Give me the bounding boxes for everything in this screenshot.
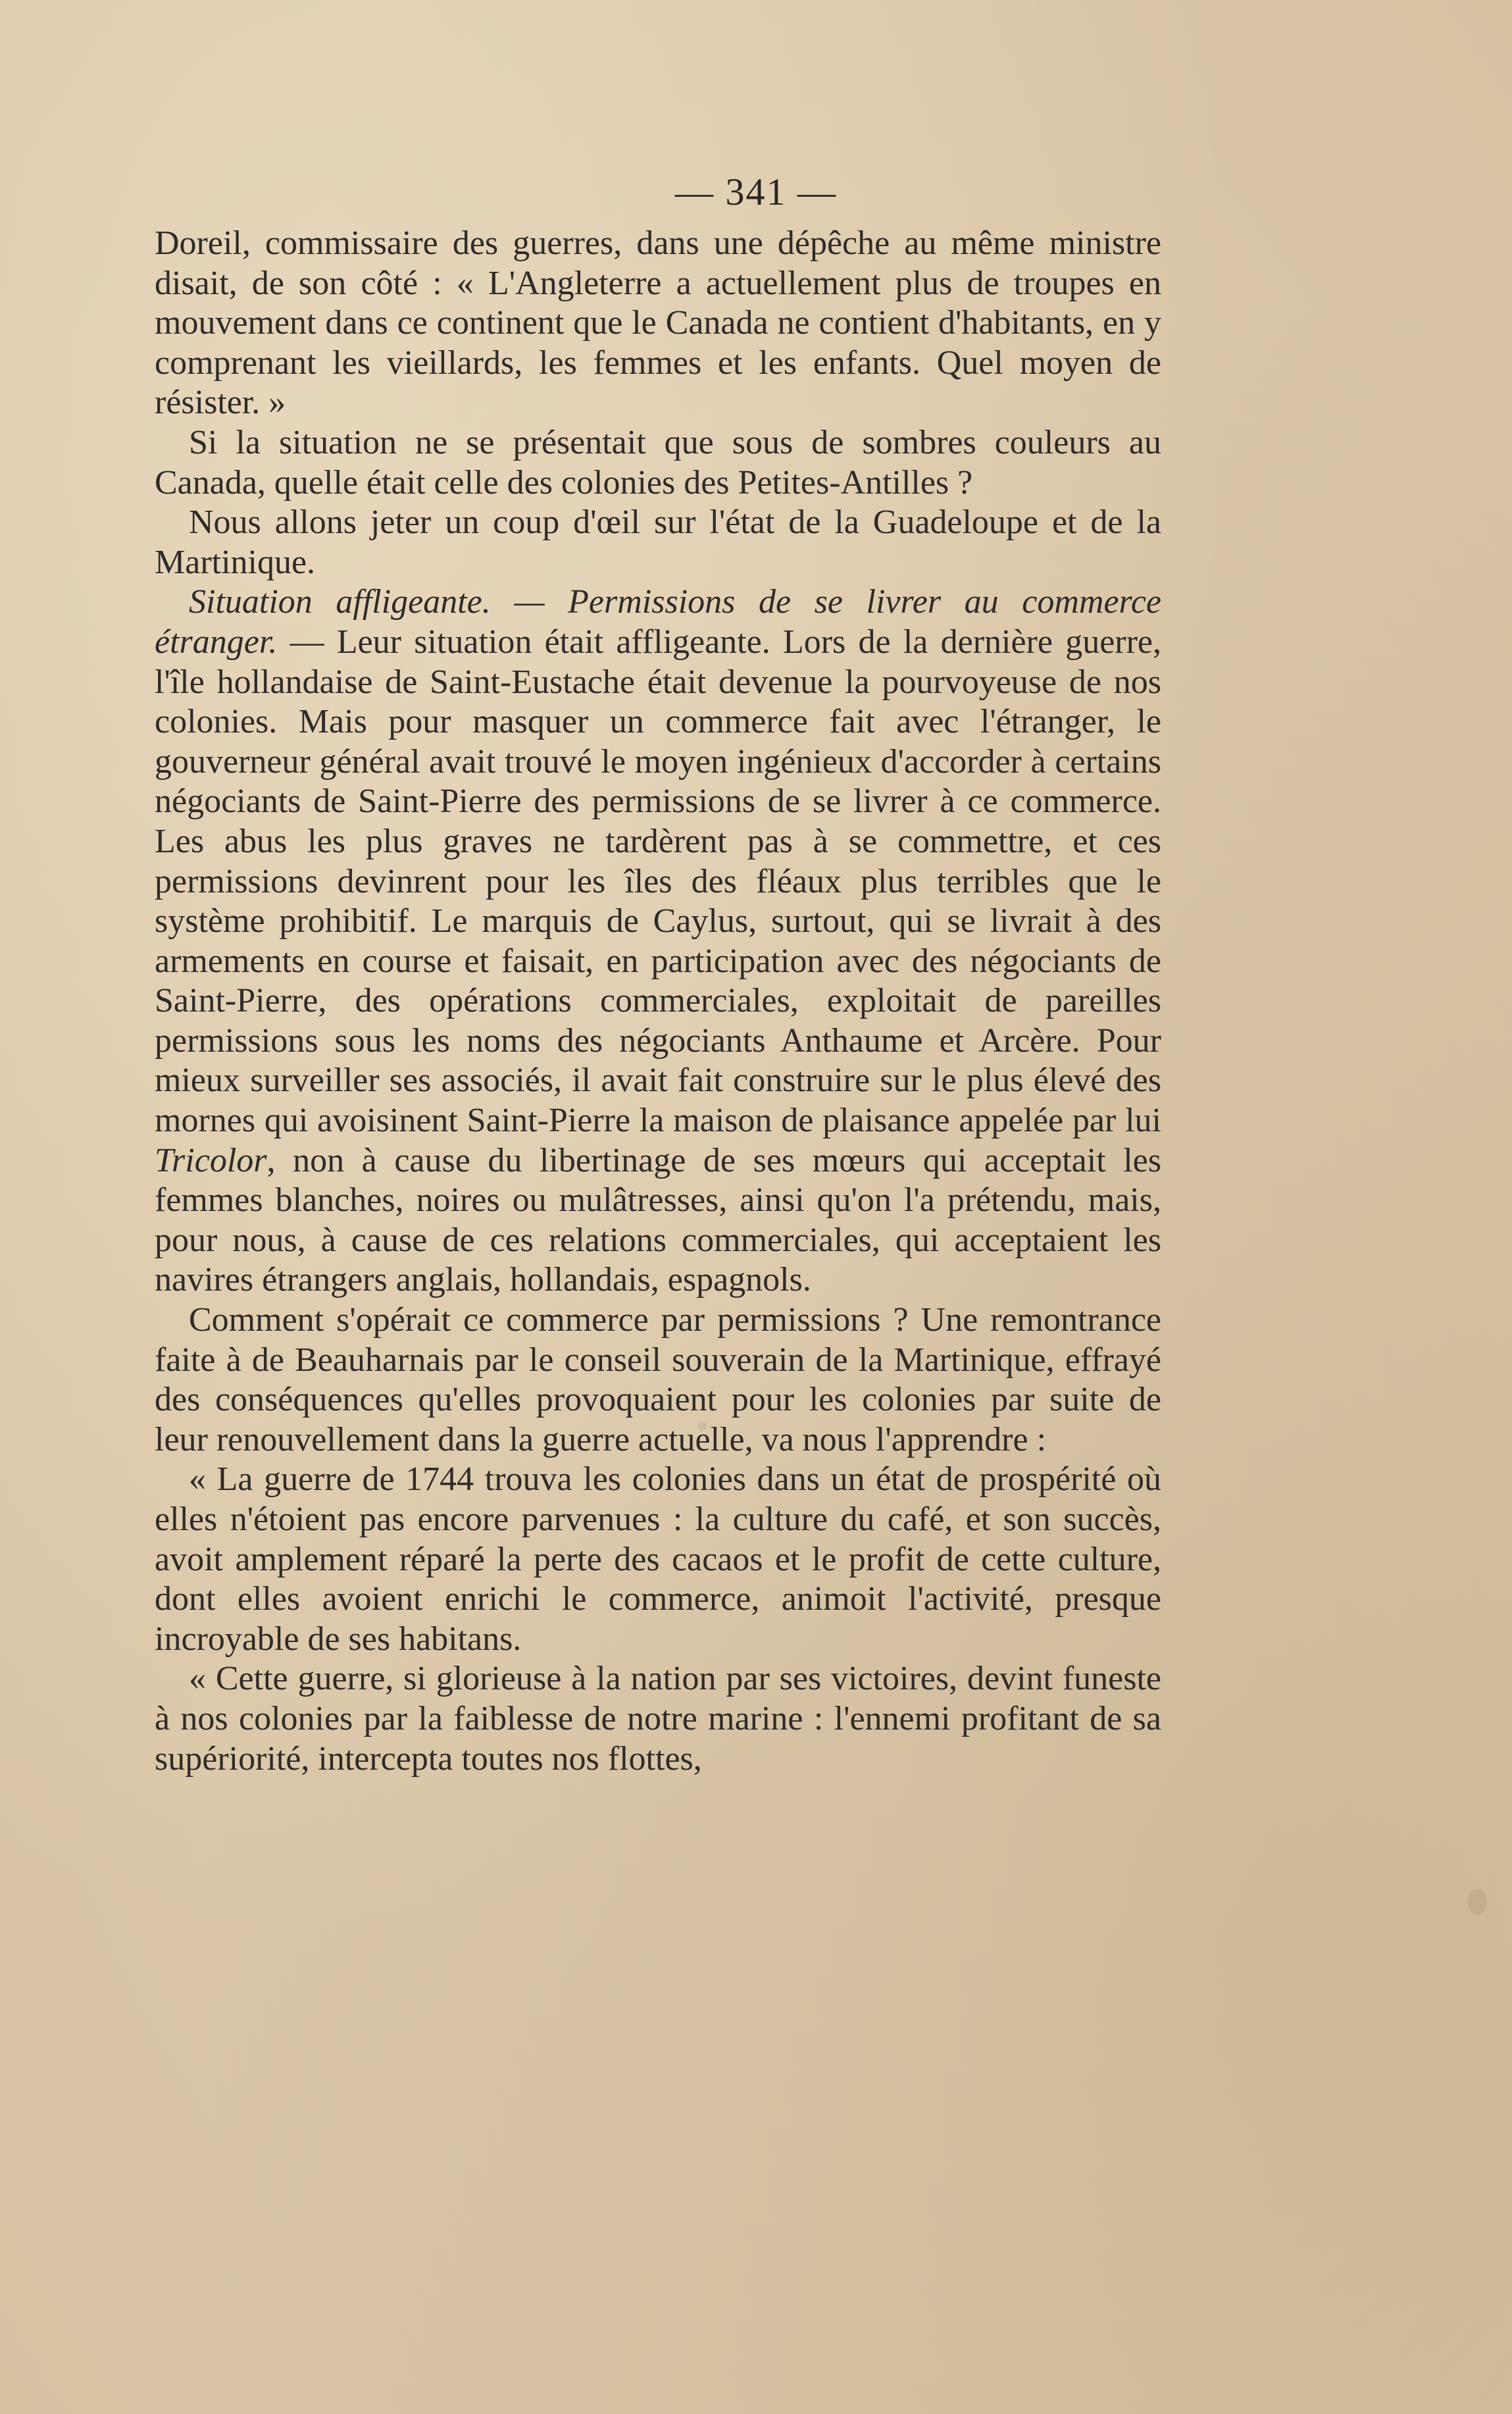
italic-name: Tricolor	[155, 1141, 267, 1179]
paragraph: « La guerre de 1744 trouva les colonies dans un état de prospérité où elles n'étoient pas encore parvenues : la culture du café, et son succès, avoit amplement réparé la perte des cacaos et le profit de cette culture, dont elles avoient enrichi le commerce, animoit l'activité, presque incroyable de ses habitans.	[155, 1460, 1161, 1658]
paragraph	[155, 582, 1161, 1300]
paragraph: « Cette guerre, si glorieuse à la nation par ses victoires, devint funeste à nos colonies par la faiblesse de notre marine : l'ennemi profitant de sa supériorité, intercepta toutes nos flottes,	[155, 1660, 1161, 1778]
paragraph: Si la situation ne se présentait que sous de sombres couleurs au Canada, quelle était celle des colonies des Petites-Antilles ?	[155, 423, 1161, 501]
section-heading: Situation affligeante. — Permissions de se livrer au commerce étranger.	[155, 583, 1161, 661]
body-text	[155, 224, 1161, 1779]
paragraph-text: , non à cause du libertinage de ses mœurs qui acceptait les femmes blanches, noires ou mulâtresses, ainsi qu'on l'a prétendu, mais, pour nous, à cause de ces relations commerciales, qui acceptaient les navires étrangers anglais, hollandais, espagnols.	[155, 1141, 1161, 1299]
page-number: — 341 —	[675, 170, 837, 213]
paper-stain	[1467, 1889, 1487, 1915]
paragraph: Nous allons jeter un coup d'œil sur l'état de la Guadeloupe et de la Martinique.	[155, 503, 1161, 581]
paragraph: Doreil, commissaire des guerres, dans une dépêche au même ministre disait, de son côté : « L'Angleterre a actuellement plus de troupes en mouvement dans ce continent que le Canada ne contient d'habitants, en y comprenant les vieillards, les femmes et les enfants. Quel moyen de résister. »	[155, 224, 1161, 422]
paragraph: Comment s'opérait ce commerce par permissions ? Une remontrance faite à de Beauharnais par le conseil souverain de la Martinique, effrayé des conséquences qu'elles provoquaient pour les colonies par suite de leur renouvellement dans la guerre actuelle, va nous l'apprendre :	[155, 1301, 1161, 1458]
paragraph-text: — Leur situation était affligeante. Lors de la dernière guerre, l'île hollandaise de Saint-Eustache était devenue la pourvoyeuse de nos colonies. Mais pour masquer un commerce fait avec l'étranger, le gouverneur général avait trouvé le moyen ingénieux d'accorder à certains négociants de Saint-Pierre des permissions de se livrer à ce commerce. Les abus les plus graves ne tardèrent pas à se commettre, et ces permissions devinrent pour les îles des fléaux plus terribles que le système prohibitif. Le marquis de Caylus, surtout, qui se livrait à des armements en course et faisait, en participation avec des négociants de Saint-Pierre, des opérations commerciales, exploitait de pareilles permissions sous les noms des négociants Anthaume et Arcère. Pour mieux surveiller ses associés, il avait fait construire sur le plus élevé des mornes qui avoisinent Saint-Pierre la maison de plaisance appelée par lui	[155, 623, 1161, 1140]
